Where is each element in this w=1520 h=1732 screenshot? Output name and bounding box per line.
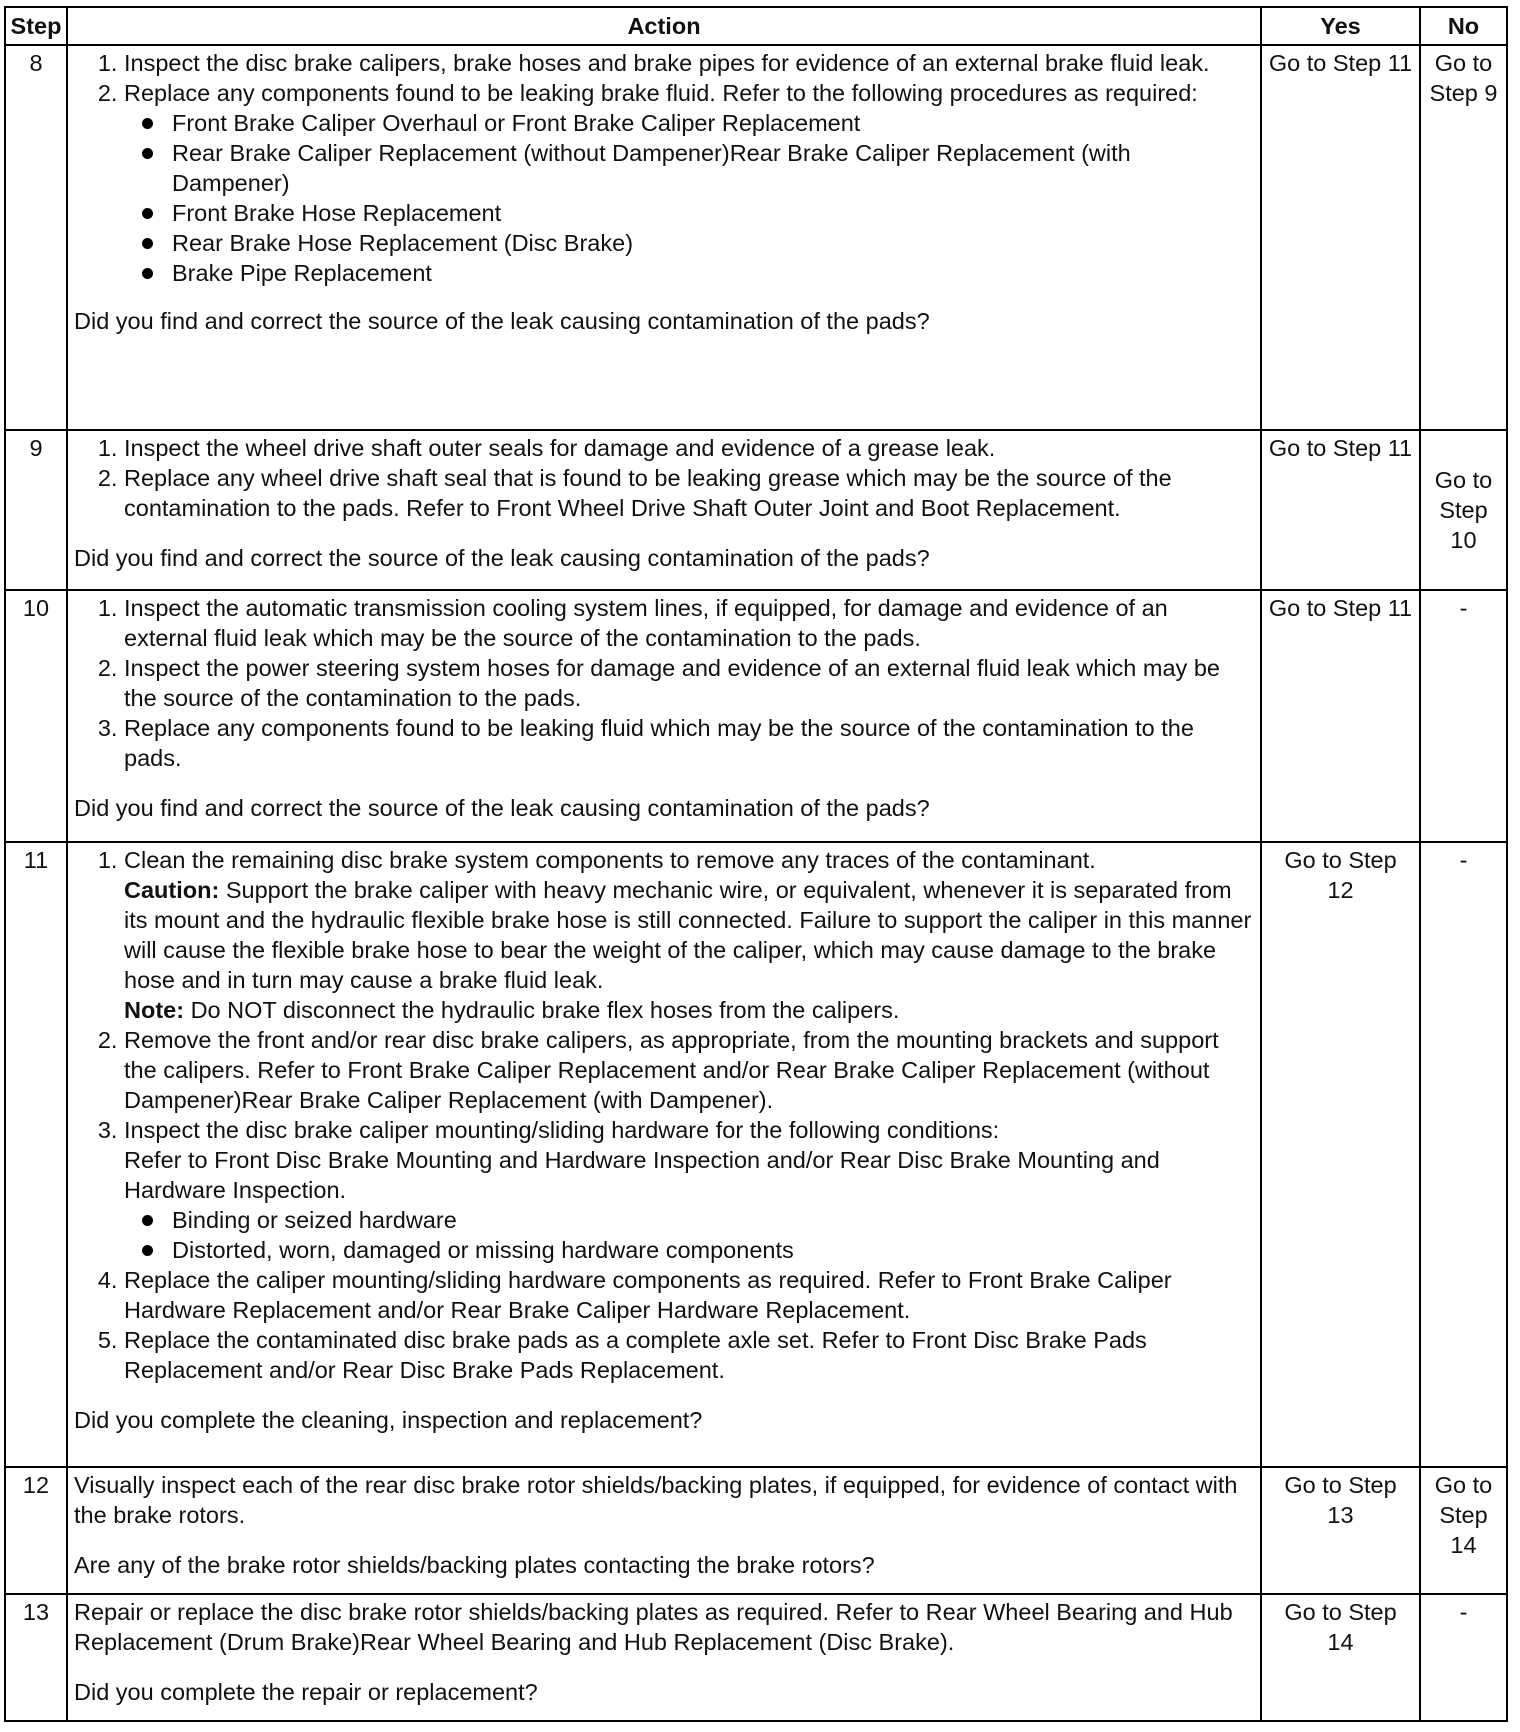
action-item: 2. Replace any wheel drive shaft seal that is found to be leaking grease which may be the source of the contamination to the pads. Refer to Front Wheel Drive Shaft Outer Joint and Boot Replacement. xyxy=(124,463,1254,523)
action-item xyxy=(124,845,1254,1025)
action-item: 3. Replace any components found to be leaking fluid which may be the source of the contamination to the pads. xyxy=(124,713,1254,773)
action-item xyxy=(124,78,1254,288)
action-list xyxy=(74,48,1254,288)
table-row xyxy=(5,430,1507,590)
action-item-text: Replace any components found to be leaking brake fluid. Refer to the following procedures as required: xyxy=(124,80,1198,106)
step-number: 8 xyxy=(5,45,67,430)
action-cell xyxy=(67,1594,1261,1721)
action-cell xyxy=(67,842,1261,1466)
caution-text: Support the brake caliper with heavy mechanic wire, or equivalent, whenever it is separated from its mount and the hydraulic flexible brake hose is still connected. Failure to support the caliper in this manner will cause the flexible brake hose to bear the weight of the caliper, which may cause damage to the brake hose and in turn may cause a brake fluid leak. xyxy=(124,877,1252,994)
action-item-text: Clean the remaining disc brake system components to remove any traces of the contaminant. xyxy=(124,847,1096,874)
step-number: 10 xyxy=(5,590,67,842)
table-row xyxy=(5,1467,1507,1594)
action-item: 2. Inspect the power steering system hoses for damage and evidence of an external fluid leak which may be the source of the contamination to the pads. xyxy=(124,653,1254,713)
bullet-list xyxy=(124,1205,1254,1265)
yes-result: Go to Step 14 xyxy=(1261,1594,1420,1721)
bullet-item: Rear Brake Hose Replacement (Disc Brake) xyxy=(172,228,1254,258)
bullet-item: Front Brake Hose Replacement xyxy=(172,198,1254,228)
bullet-item: Rear Brake Caliper Replacement (without Dampener)Rear Brake Caliper Replacement (with Dampener) xyxy=(172,138,1254,198)
action-item-text: Inspect the disc brake caliper mounting/sliding hardware for the following conditions: xyxy=(124,1117,1000,1144)
action-cell xyxy=(67,430,1261,590)
action-text: Visually inspect each of the rear disc brake rotor shields/backing plates, if equipped, for evidence of contact with the brake rotors. xyxy=(74,1471,1238,1528)
yes-result: Go to Step 11 xyxy=(1261,590,1420,842)
table-row xyxy=(5,1594,1507,1721)
action-item: 1. Inspect the disc brake calipers, brake hoses and brake pipes for evidence of an external brake fluid leak. xyxy=(124,48,1254,78)
header-action: Action xyxy=(67,7,1261,45)
table-row xyxy=(5,842,1507,1466)
action-list xyxy=(74,433,1254,523)
step-number: 9 xyxy=(5,430,67,590)
yes-result: Go to Step 12 xyxy=(1261,842,1420,1466)
action-item-reference: Refer to Front Disc Brake Mounting and Hardware Inspection and/or Rear Disc Brake Mounting and Hardware Inspection. xyxy=(124,1147,1160,1204)
table-row xyxy=(5,45,1507,430)
header-no: No xyxy=(1420,7,1507,45)
bullet-list xyxy=(124,108,1254,288)
header-step: Step xyxy=(5,7,67,45)
question-text: Are any of the brake rotor shields/backing plates contacting the brake rotors? xyxy=(74,1551,875,1578)
question-text: Did you complete the cleaning, inspection and replacement? xyxy=(74,1407,703,1434)
question-text: Did you find and correct the source of the leak causing contamination of the pads? xyxy=(74,308,930,334)
bullet-item: Distorted, worn, damaged or missing hardware components xyxy=(172,1235,1254,1265)
yes-result: Go to Step 13 xyxy=(1261,1467,1420,1594)
action-cell xyxy=(67,1467,1261,1594)
action-list xyxy=(74,593,1254,773)
step-number: 12 xyxy=(5,1467,67,1594)
action-item xyxy=(124,1115,1254,1265)
table-header-row xyxy=(5,7,1507,45)
step-number: 11 xyxy=(5,842,67,1466)
action-cell xyxy=(67,45,1261,430)
question-text: Did you complete the repair or replacement? xyxy=(74,1678,538,1705)
action-item: 5. Replace the contaminated disc brake pads as a complete axle set. Refer to Front Disc Brake Pads Replacement and/or Rear Disc Brake Pads Replacement. xyxy=(124,1325,1254,1385)
table-row xyxy=(5,590,1507,842)
yes-result: Go to Step 11 xyxy=(1261,430,1420,590)
step-number: 13 xyxy=(5,1594,67,1721)
note-text: Do NOT disconnect the hydraulic brake flex hoses from the calipers. xyxy=(184,997,900,1024)
action-item: 4. Replace the caliper mounting/sliding hardware components as required. Refer to Front Brake Caliper Hardware Replacement and/or Rear Brake Caliper Hardware Replacement. xyxy=(124,1265,1254,1325)
header-yes: Yes xyxy=(1261,7,1420,45)
action-cell xyxy=(67,590,1261,842)
action-text: Repair or replace the disc brake rotor shields/backing plates as required. Refer to Rear Wheel Bearing and Hub Replacement (Drum Brake)Rear Wheel Bearing and Hub Replacement (Disc Brake). xyxy=(74,1598,1233,1655)
action-item: 1. Inspect the wheel drive shaft outer seals for damage and evidence of a grease leak. xyxy=(124,433,1254,463)
bullet-item: Brake Pipe Replacement xyxy=(172,258,1254,288)
diagnostic-procedure-table xyxy=(4,6,1508,1722)
no-result: Go to Step 10 xyxy=(1420,430,1507,590)
action-list xyxy=(74,845,1254,1385)
bullet-item: Binding or seized hardware xyxy=(172,1205,1254,1235)
caution-label: Caution: xyxy=(124,877,220,904)
bullet-item: Front Brake Caliper Overhaul or Front Brake Caliper Replacement xyxy=(172,108,1254,138)
question-text: Did you find and correct the source of the leak causing contamination of the pads? xyxy=(74,545,930,572)
no-result: - xyxy=(1420,590,1507,842)
action-item: 2. Remove the front and/or rear disc brake calipers, as appropriate, from the mounting brackets and support the calipers. Refer to Front Brake Caliper Replacement and/or Rear Brake Caliper Replacement (without Dampener)Rear Brake Caliper Replacement (with Dampener). xyxy=(124,1025,1254,1115)
note-label: Note: xyxy=(124,997,185,1024)
question-text: Did you find and correct the source of the leak causing contamination of the pads? xyxy=(74,795,930,822)
no-result: - xyxy=(1420,1594,1507,1721)
action-item: 1. Inspect the automatic transmission cooling system lines, if equipped, for damage and evidence of an external fluid leak which may be the source of the contamination to the pads. xyxy=(124,593,1254,653)
no-result: Go to Step 14 xyxy=(1420,1467,1507,1594)
no-result: Go to Step 9 xyxy=(1420,45,1507,430)
yes-result: Go to Step 11 xyxy=(1261,45,1420,430)
no-result: - xyxy=(1420,842,1507,1466)
